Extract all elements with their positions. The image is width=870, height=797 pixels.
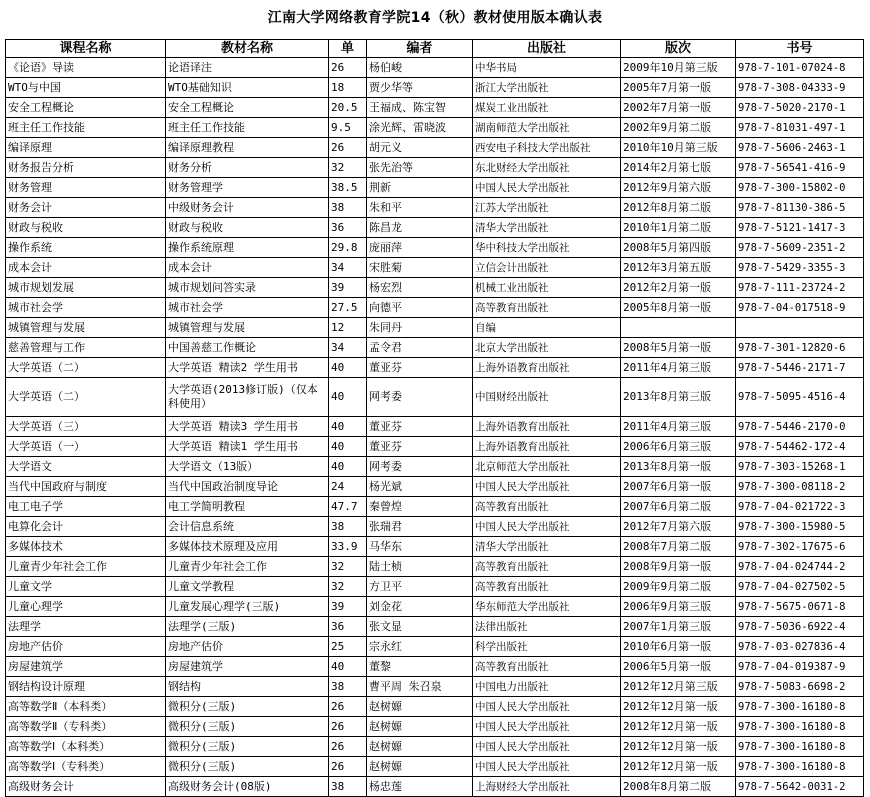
cell-author: 荆新	[367, 178, 473, 198]
cell-price: 38	[329, 677, 367, 697]
cell-price: 39	[329, 597, 367, 617]
cell-publisher: 浙江大学出版社	[473, 78, 621, 98]
cell-course-name: 《论语》导读	[6, 58, 166, 78]
cell-edition: 2008年7月第二版	[621, 537, 736, 557]
cell-publisher: 北京师范大学出版社	[473, 457, 621, 477]
cell-course-name: 编译原理	[6, 138, 166, 158]
cell-author: 曹平周 朱召泉	[367, 677, 473, 697]
cell-publisher: 高等教育出版社	[473, 298, 621, 318]
cell-author: 赵树嫄	[367, 737, 473, 757]
cell-edition: 2007年6月第一版	[621, 477, 736, 497]
cell-textbook-name: 财务管理学	[166, 178, 329, 198]
cell-textbook-name: 微积分(三版)	[166, 737, 329, 757]
table-row	[6, 497, 864, 517]
cell-textbook-name: 儿童文学教程	[166, 577, 329, 597]
cell-course-name: 大学语文	[6, 457, 166, 477]
cell-price: 40	[329, 378, 367, 417]
table-row	[6, 457, 864, 477]
cell-textbook-name: 论语译注	[166, 58, 329, 78]
cell-author: 王福成、陈宝智	[367, 98, 473, 118]
cell-course-name: 财政与税收	[6, 218, 166, 238]
cell-publisher: 清华大学出版社	[473, 218, 621, 238]
cell-price: 40	[329, 657, 367, 677]
cell-author: 方卫平	[367, 577, 473, 597]
cell-edition: 2012年12月第一版	[621, 717, 736, 737]
cell-price: 26	[329, 697, 367, 717]
table-row	[6, 717, 864, 737]
table-row	[6, 477, 864, 497]
cell-textbook-name: 微积分(三版)	[166, 717, 329, 737]
cell-isbn: 978-7-302-17675-6	[736, 537, 864, 557]
cell-textbook-name: 多媒体技术原理及应用	[166, 537, 329, 557]
cell-price: 12	[329, 318, 367, 338]
table-row	[6, 178, 864, 198]
cell-publisher: 西安电子科技大学出版社	[473, 138, 621, 158]
cell-isbn: 978-7-5121-1417-3	[736, 218, 864, 238]
cell-course-name: 大学英语（三）	[6, 417, 166, 437]
cell-edition: 2009年9月第二版	[621, 577, 736, 597]
cell-edition: 2006年6月第三版	[621, 437, 736, 457]
cell-edition: 2012年2月第一版	[621, 278, 736, 298]
cell-author: 董亚芬	[367, 417, 473, 437]
cell-textbook-name: 房屋建筑学	[166, 657, 329, 677]
cell-publisher: 中国人民大学出版社	[473, 697, 621, 717]
header-author: 编者	[367, 40, 473, 58]
cell-price: 26	[329, 717, 367, 737]
header-price: 单	[329, 40, 367, 58]
cell-edition: 2012年12月第三版	[621, 677, 736, 697]
cell-course-name: 法理学	[6, 617, 166, 637]
cell-price: 18	[329, 78, 367, 98]
cell-textbook-name: 会计信息系统	[166, 517, 329, 537]
cell-publisher: 江苏大学出版社	[473, 198, 621, 218]
cell-price: 20.5	[329, 98, 367, 118]
cell-publisher: 华东师范大学出版社	[473, 597, 621, 617]
cell-publisher: 高等教育出版社	[473, 497, 621, 517]
cell-edition: 2011年4月第三版	[621, 358, 736, 378]
cell-price: 32	[329, 158, 367, 178]
cell-textbook-name: 大学英语 精读2 学生用书	[166, 358, 329, 378]
table-row	[6, 617, 864, 637]
table-row	[6, 697, 864, 717]
cell-textbook-name: 班主任工作技能	[166, 118, 329, 138]
cell-publisher: 上海外语教育出版社	[473, 358, 621, 378]
cell-publisher: 华中科技大学出版社	[473, 238, 621, 258]
cell-isbn: 978-7-301-12820-6	[736, 338, 864, 358]
cell-author: 网考委	[367, 378, 473, 417]
cell-textbook-name: 钢结构	[166, 677, 329, 697]
cell-edition: 2007年6月第二版	[621, 497, 736, 517]
cell-course-name: 财务管理	[6, 178, 166, 198]
cell-author: 杨光斌	[367, 477, 473, 497]
cell-publisher: 中国财经出版社	[473, 378, 621, 417]
cell-author: 涂光辉、雷晓波	[367, 118, 473, 138]
cell-isbn: 978-7-5095-4516-4	[736, 378, 864, 417]
table-row	[6, 258, 864, 278]
cell-textbook-name: 电工学简明教程	[166, 497, 329, 517]
cell-edition: 2008年8月第二版	[621, 777, 736, 797]
cell-course-name: 儿童文学	[6, 577, 166, 597]
cell-edition: 2011年4月第三版	[621, 417, 736, 437]
cell-edition: 2006年9月第三版	[621, 597, 736, 617]
cell-textbook-name: 城市社会学	[166, 298, 329, 318]
cell-edition: 2008年5月第四版	[621, 238, 736, 258]
table-row	[6, 777, 864, 797]
cell-isbn	[736, 318, 864, 338]
cell-textbook-name: 法理学(三版)	[166, 617, 329, 637]
cell-price: 27.5	[329, 298, 367, 318]
table-row	[6, 358, 864, 378]
cell-course-name: 房屋建筑学	[6, 657, 166, 677]
cell-publisher: 高等教育出版社	[473, 577, 621, 597]
cell-isbn: 978-7-5446-2171-7	[736, 358, 864, 378]
cell-edition: 2012年12月第一版	[621, 697, 736, 717]
cell-textbook-name: 微积分(三版)	[166, 757, 329, 777]
cell-edition: 2012年7月第六版	[621, 517, 736, 537]
cell-textbook-name: 大学英语(2013修订版)（仅本科使用）	[166, 378, 329, 417]
table-row	[6, 537, 864, 557]
cell-textbook-name: 房地产估价	[166, 637, 329, 657]
cell-author: 张先治等	[367, 158, 473, 178]
cell-author: 赵树嫄	[367, 757, 473, 777]
cell-edition: 2007年1月第三版	[621, 617, 736, 637]
cell-textbook-name: 财政与税收	[166, 218, 329, 238]
cell-course-name: 操作系统	[6, 238, 166, 258]
cell-edition: 2006年5月第一版	[621, 657, 736, 677]
header-course-name: 课程名称	[6, 40, 166, 58]
cell-author: 宗永红	[367, 637, 473, 657]
cell-course-name: 安全工程概论	[6, 98, 166, 118]
cell-course-name: 高等数学Ⅱ（本科类）	[6, 697, 166, 717]
cell-isbn: 978-7-308-04333-9	[736, 78, 864, 98]
cell-course-name: 电工电子学	[6, 497, 166, 517]
cell-author: 董亚芬	[367, 358, 473, 378]
table-row	[6, 737, 864, 757]
cell-course-name: 城市社会学	[6, 298, 166, 318]
cell-author: 张瑞君	[367, 517, 473, 537]
cell-textbook-name: 城市规划问答实录	[166, 278, 329, 298]
cell-isbn: 978-7-300-16180-8	[736, 697, 864, 717]
cell-isbn: 978-7-04-017518-9	[736, 298, 864, 318]
table-row	[6, 78, 864, 98]
cell-price: 33.9	[329, 537, 367, 557]
cell-textbook-name: 操作系统原理	[166, 238, 329, 258]
table-row	[6, 98, 864, 118]
cell-publisher: 湖南师范大学出版社	[473, 118, 621, 138]
cell-isbn: 978-7-04-024744-2	[736, 557, 864, 577]
table-header-row	[6, 40, 864, 58]
cell-textbook-name: 中级财务会计	[166, 198, 329, 218]
table-row	[6, 118, 864, 138]
cell-publisher: 机械工业出版社	[473, 278, 621, 298]
cell-price: 32	[329, 577, 367, 597]
cell-isbn: 978-7-5642-0031-2	[736, 777, 864, 797]
cell-edition: 2005年8月第一版	[621, 298, 736, 318]
cell-textbook-name: 大学英语 精读1 学生用书	[166, 437, 329, 457]
cell-course-name: 班主任工作技能	[6, 118, 166, 138]
cell-isbn: 978-7-81031-497-1	[736, 118, 864, 138]
textbook-table	[5, 39, 864, 797]
cell-isbn: 978-7-04-021722-3	[736, 497, 864, 517]
cell-isbn: 978-7-56541-416-9	[736, 158, 864, 178]
cell-isbn: 978-7-300-15802-0	[736, 178, 864, 198]
cell-textbook-name: 儿童发展心理学(三版)	[166, 597, 329, 617]
table-row	[6, 437, 864, 457]
cell-author: 向德平	[367, 298, 473, 318]
cell-price: 26	[329, 737, 367, 757]
cell-publisher: 东北财经大学出版社	[473, 158, 621, 178]
header-isbn: 书号	[736, 40, 864, 58]
cell-publisher: 中国人民大学出版社	[473, 717, 621, 737]
cell-author: 朱和平	[367, 198, 473, 218]
cell-isbn: 978-7-5446-2170-0	[736, 417, 864, 437]
cell-price: 40	[329, 457, 367, 477]
cell-isbn: 978-7-5020-2170-1	[736, 98, 864, 118]
cell-author: 朱同丹	[367, 318, 473, 338]
cell-author: 孟令君	[367, 338, 473, 358]
cell-publisher: 自编	[473, 318, 621, 338]
table-row	[6, 378, 864, 417]
table-row	[6, 58, 864, 78]
cell-textbook-name: 高级财务会计(08版)	[166, 777, 329, 797]
cell-author: 秦曾煌	[367, 497, 473, 517]
cell-course-name: 城市规划发展	[6, 278, 166, 298]
cell-isbn: 978-7-81130-386-5	[736, 198, 864, 218]
cell-textbook-name: 当代中国政治制度导论	[166, 477, 329, 497]
cell-price: 34	[329, 258, 367, 278]
cell-isbn: 978-7-300-08118-2	[736, 477, 864, 497]
cell-edition: 2010年1月第二版	[621, 218, 736, 238]
cell-textbook-name: WTO基础知识	[166, 78, 329, 98]
cell-isbn: 978-7-5036-6922-4	[736, 617, 864, 637]
cell-publisher: 上海财经大学出版社	[473, 777, 621, 797]
cell-author: 赵树嫄	[367, 697, 473, 717]
cell-author: 赵树嫄	[367, 717, 473, 737]
cell-textbook-name: 城镇管理与发展	[166, 318, 329, 338]
cell-course-name: 成本会计	[6, 258, 166, 278]
cell-author: 宋胜菊	[367, 258, 473, 278]
cell-isbn: 978-7-5609-2351-2	[736, 238, 864, 258]
cell-isbn: 978-7-5675-0671-8	[736, 597, 864, 617]
cell-price: 36	[329, 617, 367, 637]
cell-price: 32	[329, 557, 367, 577]
cell-price: 38.5	[329, 178, 367, 198]
cell-edition: 2013年8月第三版	[621, 378, 736, 417]
table-row	[6, 218, 864, 238]
cell-course-name: 大学英语（二）	[6, 358, 166, 378]
cell-author: 董亚芬	[367, 437, 473, 457]
cell-publisher: 中国人民大学出版社	[473, 757, 621, 777]
cell-publisher: 中国人民大学出版社	[473, 178, 621, 198]
cell-course-name: 大学英语（一）	[6, 437, 166, 457]
table-row	[6, 158, 864, 178]
cell-isbn: 978-7-300-15980-5	[736, 517, 864, 537]
cell-price: 47.7	[329, 497, 367, 517]
cell-textbook-name: 大学英语 精读3 学生用书	[166, 417, 329, 437]
cell-textbook-name: 编译原理教程	[166, 138, 329, 158]
cell-publisher: 高等教育出版社	[473, 657, 621, 677]
cell-price: 40	[329, 437, 367, 457]
cell-author: 陈昌龙	[367, 218, 473, 238]
cell-course-name: 钢结构设计原理	[6, 677, 166, 697]
table-row	[6, 757, 864, 777]
cell-edition: 2010年10月第三版	[621, 138, 736, 158]
cell-publisher: 中国人民大学出版社	[473, 737, 621, 757]
table-row	[6, 577, 864, 597]
cell-price: 36	[329, 218, 367, 238]
cell-publisher: 高等教育出版社	[473, 557, 621, 577]
cell-edition: 2010年6月第一版	[621, 637, 736, 657]
cell-publisher: 上海外语教育出版社	[473, 437, 621, 457]
cell-edition: 2014年2月第七版	[621, 158, 736, 178]
cell-course-name: 高级财务会计	[6, 777, 166, 797]
cell-price: 38	[329, 517, 367, 537]
cell-isbn: 978-7-5429-3355-3	[736, 258, 864, 278]
cell-isbn: 978-7-54462-172-4	[736, 437, 864, 457]
cell-isbn: 978-7-300-16180-8	[736, 757, 864, 777]
cell-isbn: 978-7-04-019387-9	[736, 657, 864, 677]
cell-isbn: 978-7-03-027836-4	[736, 637, 864, 657]
table-row	[6, 657, 864, 677]
cell-textbook-name: 儿童青少年社会工作	[166, 557, 329, 577]
cell-course-name: 电算化会计	[6, 517, 166, 537]
cell-author: 马华东	[367, 537, 473, 557]
table-row	[6, 278, 864, 298]
cell-edition: 2012年9月第六版	[621, 178, 736, 198]
cell-course-name: 高等数学Ⅱ（专科类）	[6, 717, 166, 737]
cell-author: 刘金花	[367, 597, 473, 617]
table-row	[6, 198, 864, 218]
cell-edition	[621, 318, 736, 338]
table-row	[6, 318, 864, 338]
cell-price: 26	[329, 138, 367, 158]
table-row	[6, 417, 864, 437]
cell-author: 贾少华等	[367, 78, 473, 98]
cell-publisher: 法律出版社	[473, 617, 621, 637]
cell-textbook-name: 中国善慈工作概论	[166, 338, 329, 358]
cell-course-name: 房地产估价	[6, 637, 166, 657]
cell-price: 38	[329, 198, 367, 218]
page-title: 江南大学网络教育学院14（秋）教材使用版本确认表	[267, 10, 603, 26]
cell-price: 40	[329, 358, 367, 378]
header-textbook-name: 教材名称	[166, 40, 329, 58]
cell-author: 杨宏烈	[367, 278, 473, 298]
cell-author: 胡元义	[367, 138, 473, 158]
cell-publisher: 煤炭工业出版社	[473, 98, 621, 118]
header-edition: 版次	[621, 40, 736, 58]
cell-publisher: 中国人民大学出版社	[473, 477, 621, 497]
cell-price: 25	[329, 637, 367, 657]
cell-price: 38	[329, 777, 367, 797]
cell-textbook-name: 财务分析	[166, 158, 329, 178]
cell-course-name: 城镇管理与发展	[6, 318, 166, 338]
cell-isbn: 978-7-5606-2463-1	[736, 138, 864, 158]
cell-course-name: 儿童心理学	[6, 597, 166, 617]
cell-publisher: 中华书局	[473, 58, 621, 78]
cell-course-name: 儿童青少年社会工作	[6, 557, 166, 577]
cell-course-name: 高等数学Ⅰ（本科类）	[6, 737, 166, 757]
table-row	[6, 138, 864, 158]
cell-course-name: 当代中国政府与制度	[6, 477, 166, 497]
table-row	[6, 338, 864, 358]
cell-publisher: 中国电力出版社	[473, 677, 621, 697]
cell-price: 9.5	[329, 118, 367, 138]
cell-price: 26	[329, 757, 367, 777]
cell-author: 网考委	[367, 457, 473, 477]
cell-edition: 2012年12月第一版	[621, 737, 736, 757]
cell-edition: 2009年10月第三版	[621, 58, 736, 78]
cell-edition: 2012年3月第五版	[621, 258, 736, 278]
cell-isbn: 978-7-300-16180-8	[736, 717, 864, 737]
cell-isbn: 978-7-111-23724-2	[736, 278, 864, 298]
cell-course-name: 多媒体技术	[6, 537, 166, 557]
cell-publisher: 北京大学出版社	[473, 338, 621, 358]
table-body	[6, 58, 864, 797]
cell-edition: 2002年9月第二版	[621, 118, 736, 138]
cell-isbn: 978-7-300-16180-8	[736, 737, 864, 757]
table-row	[6, 677, 864, 697]
cell-price: 34	[329, 338, 367, 358]
cell-textbook-name: 微积分(三版)	[166, 697, 329, 717]
cell-price: 26	[329, 58, 367, 78]
cell-price: 39	[329, 278, 367, 298]
cell-textbook-name: 安全工程概论	[166, 98, 329, 118]
cell-publisher: 科学出版社	[473, 637, 621, 657]
cell-edition: 2008年9月第一版	[621, 557, 736, 577]
cell-course-name: 高等数学Ⅰ（专科类）	[6, 757, 166, 777]
cell-price: 24	[329, 477, 367, 497]
cell-isbn: 978-7-04-027502-5	[736, 577, 864, 597]
table-row	[6, 597, 864, 617]
cell-edition: 2012年12月第一版	[621, 757, 736, 777]
table-row	[6, 517, 864, 537]
cell-author: 陆士桢	[367, 557, 473, 577]
cell-textbook-name: 成本会计	[166, 258, 329, 278]
cell-isbn: 978-7-303-15268-1	[736, 457, 864, 477]
table-row	[6, 238, 864, 258]
table-row	[6, 298, 864, 318]
header-publisher: 出版社	[473, 40, 621, 58]
cell-price: 40	[329, 417, 367, 437]
table-row	[6, 637, 864, 657]
cell-publisher: 立信会计出版社	[473, 258, 621, 278]
cell-course-name: 财务报告分析	[6, 158, 166, 178]
cell-course-name: 大学英语（二）	[6, 378, 166, 417]
cell-author: 杨伯峻	[367, 58, 473, 78]
cell-author: 杨忠莲	[367, 777, 473, 797]
cell-publisher: 中国人民大学出版社	[473, 517, 621, 537]
cell-edition: 2012年8月第二版	[621, 198, 736, 218]
cell-course-name: 财务会计	[6, 198, 166, 218]
cell-edition: 2002年7月第一版	[621, 98, 736, 118]
cell-edition: 2005年7月第一版	[621, 78, 736, 98]
table-row	[6, 557, 864, 577]
cell-edition: 2013年8月第一版	[621, 457, 736, 477]
cell-isbn: 978-7-101-07024-8	[736, 58, 864, 78]
cell-author: 张文显	[367, 617, 473, 637]
cell-publisher: 上海外语教育出版社	[473, 417, 621, 437]
cell-author: 庞丽萍	[367, 238, 473, 258]
cell-author: 董黎	[367, 657, 473, 677]
cell-price: 29.8	[329, 238, 367, 258]
cell-isbn: 978-7-5083-6698-2	[736, 677, 864, 697]
cell-edition: 2008年5月第一版	[621, 338, 736, 358]
cell-textbook-name: 大学语文（13版）	[166, 457, 329, 477]
cell-course-name: 慈善管理与工作	[6, 338, 166, 358]
cell-course-name: WTO与中国	[6, 78, 166, 98]
cell-publisher: 清华大学出版社	[473, 537, 621, 557]
